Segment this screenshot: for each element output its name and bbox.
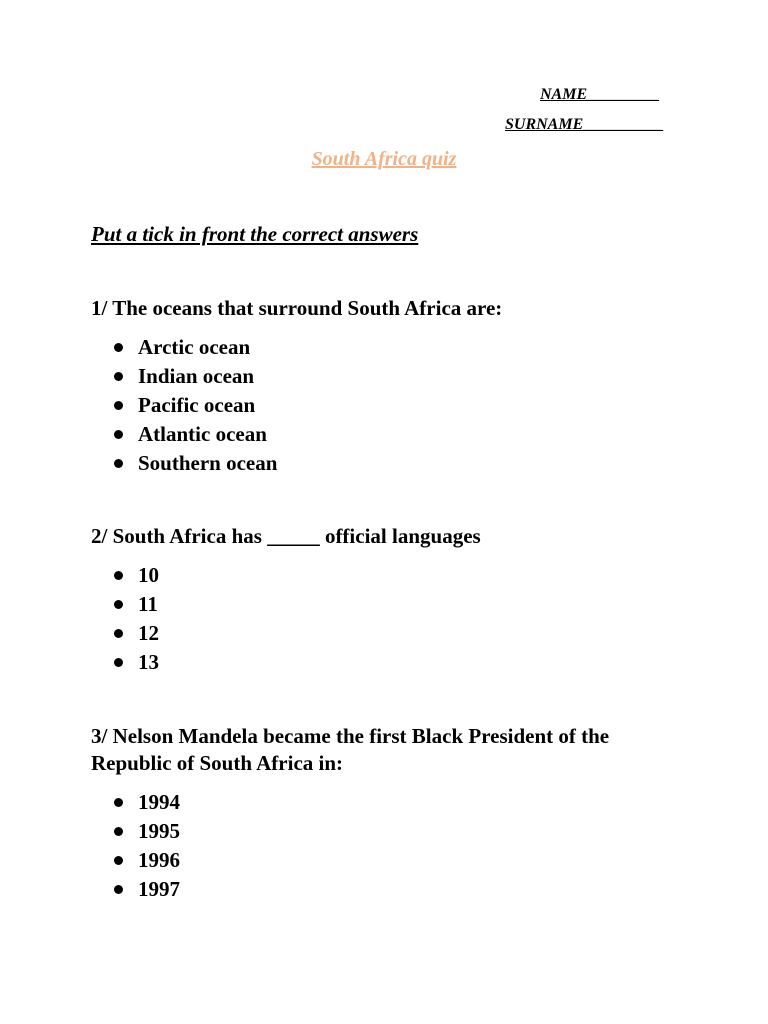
question-2-options (114, 561, 159, 677)
question-3-options (114, 788, 180, 904)
bullet-icon (114, 885, 123, 894)
option-item[interactable] (114, 788, 180, 817)
instruction-text: Put a tick in front the correct answers (91, 222, 419, 246)
bullet-icon (114, 798, 123, 807)
question-1-options (114, 333, 277, 478)
question-1: 1/ The oceans that surround South Africa are: (91, 296, 503, 320)
option-item[interactable] (114, 875, 180, 904)
option-label: 1997 (138, 877, 180, 901)
option-item[interactable] (114, 846, 180, 875)
option-label: Arctic ocean (138, 335, 251, 359)
option-item[interactable] (114, 333, 277, 362)
name-field-label: NAME_________ (540, 86, 660, 103)
bullet-icon (114, 658, 123, 667)
option-label: 13 (138, 650, 159, 674)
bullet-icon (114, 600, 123, 609)
surname-field-label: SURNAME__________ (505, 116, 664, 133)
option-item[interactable] (114, 817, 180, 846)
bullet-icon (114, 827, 123, 836)
option-item[interactable] (114, 619, 159, 648)
bullet-icon (114, 430, 123, 439)
option-label: 1996 (138, 848, 180, 872)
bullet-icon (114, 571, 123, 580)
question-2: 2/ South Africa has _____ official languages (91, 524, 481, 548)
option-label: Southern ocean (138, 451, 278, 475)
option-label: Pacific ocean (138, 393, 256, 417)
option-label: 10 (138, 563, 159, 587)
bullet-icon (114, 372, 123, 381)
bullet-icon (114, 629, 123, 638)
option-item[interactable] (114, 449, 277, 478)
option-label: Indian ocean (138, 364, 255, 388)
option-label: 1994 (138, 790, 180, 814)
option-label: 12 (138, 621, 159, 645)
option-label: 11 (138, 592, 158, 616)
quiz-title: South Africa quiz (311, 148, 457, 170)
question-3: 3/ Nelson Mandela became the first Black President of the Republic of South Africa in: (91, 724, 610, 775)
bullet-icon (114, 343, 123, 352)
option-item[interactable] (114, 362, 277, 391)
bullet-icon (114, 856, 123, 865)
option-item[interactable] (114, 561, 159, 590)
option-label: Atlantic ocean (138, 422, 267, 446)
option-label: 1995 (138, 819, 180, 843)
option-item[interactable] (114, 648, 159, 677)
option-item[interactable] (114, 420, 277, 449)
option-item[interactable] (114, 590, 159, 619)
bullet-icon (114, 401, 123, 410)
bullet-icon (114, 459, 123, 468)
option-item[interactable] (114, 391, 277, 420)
